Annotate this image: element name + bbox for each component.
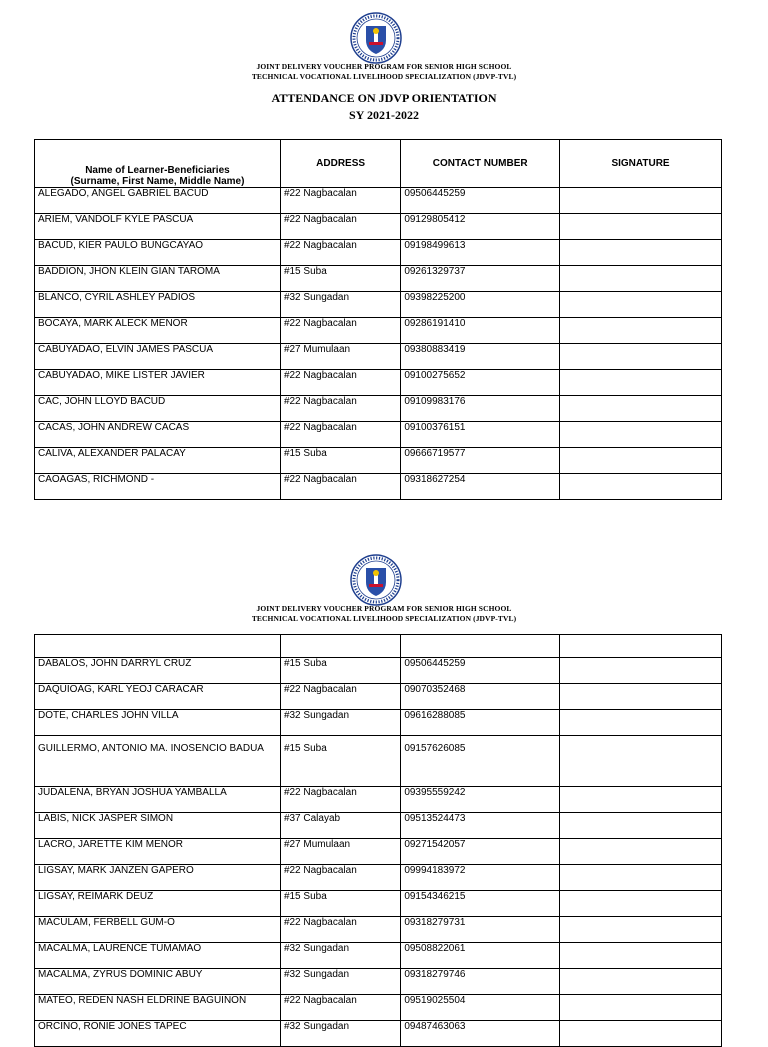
table-row [35,969,722,995]
address-cell: #15 Suba [280,736,400,787]
deped-seal-icon [350,12,402,64]
address-cell: #15 Suba [280,448,400,474]
learner-name-cell: CAOAGAS, RICHMOND - [35,474,281,500]
contact-number-cell: 09070352468 [401,684,560,710]
learner-name-cell: LACRO, JARETTE KIM MENOR [35,839,281,865]
table-row [35,240,722,266]
org-line-1-page-2: JOINT DELIVERY VOUCHER PROGRAM FOR SENIOR HIGH SCHOOL [256,604,512,613]
signature-cell[interactable] [560,710,722,736]
learner-name-cell: BOCAYA, MARK ALECK MENOR [35,318,281,344]
contact-number-cell: 09519025504 [401,995,560,1021]
table-row [35,684,722,710]
contact-number-cell: 09100275652 [401,370,560,396]
table-row [35,865,722,891]
address-cell: #15 Suba [280,266,400,292]
table-row [35,943,722,969]
table-row [35,214,722,240]
address-cell: #22 Nagbacalan [280,865,400,891]
address-column-header: ADDRESS [280,140,400,188]
learner-name-cell: LIGSAY, MARK JANZEN GAPERO [35,865,281,891]
signature-cell[interactable] [560,188,722,214]
signature-cell[interactable] [560,214,722,240]
learner-name-cell: ALEGADO, ANGEL GABRIEL BACUD [35,188,281,214]
org-line-1: JOINT DELIVERY VOUCHER PROGRAM FOR SENIOR HIGH SCHOOL [256,62,512,71]
table-row [35,266,722,292]
signature-cell[interactable] [560,736,722,787]
address-cell: #22 Nagbacalan [280,318,400,344]
signature-cell[interactable] [560,370,722,396]
contact-number-cell: 09198499613 [401,240,560,266]
learner-name-cell: MACALMA, ZYRUS DOMINIC ABUY [35,969,281,995]
table-row [35,917,722,943]
table-row [35,474,722,500]
address-cell: #22 Nagbacalan [280,684,400,710]
signature-cell[interactable] [560,396,722,422]
contact-number-cell: 09318279746 [401,969,560,995]
signature-cell[interactable] [560,474,722,500]
signature-cell[interactable] [560,813,722,839]
table-row [35,658,722,684]
signature-cell[interactable] [560,344,722,370]
table-row [35,292,722,318]
blank-cell [35,635,281,658]
signature-cell[interactable] [560,266,722,292]
learner-name-cell: DOTE, CHARLES JOHN VILLA [35,710,281,736]
signature-cell[interactable] [560,422,722,448]
name-header-line-1: Name of Learner-Beneficiaries [85,165,230,176]
table-row [35,1021,722,1047]
address-cell: #27 Mumulaan [280,839,400,865]
learner-name-cell: CAC, JOHN LLOYD BACUD [35,396,281,422]
table-row [35,736,722,787]
contact-number-cell: 09398225200 [401,292,560,318]
learner-name-cell: CABUYADAO, ELVIN JAMES PASCUA [35,344,281,370]
learner-name-cell: DAQUIOAG, KARL YEOJ CARACAR [35,684,281,710]
contact-number-cell: 09616288085 [401,710,560,736]
learner-name-cell: GUILLERMO, ANTONIO MA. INOSENCIO BADUA [35,736,281,787]
contact-number-cell: 09157626085 [401,736,560,787]
contact-number-cell: 09318627254 [401,474,560,500]
signature-column-header: SIGNATURE [560,140,722,188]
signature-cell[interactable] [560,684,722,710]
signature-cell[interactable] [560,839,722,865]
contact-number-cell: 09994183972 [401,865,560,891]
signature-cell[interactable] [560,448,722,474]
address-cell: #22 Nagbacalan [280,214,400,240]
address-cell: #32 Sungadan [280,969,400,995]
table-row [35,710,722,736]
attendance-table-page-2 [34,634,722,1047]
address-cell: #15 Suba [280,891,400,917]
learner-name-cell: MACULAM, FERBELL GUM-O [35,917,281,943]
table-row [35,448,722,474]
address-cell: #22 Nagbacalan [280,787,400,813]
document-title [0,90,768,124]
address-cell: #15 Suba [280,658,400,684]
name-column-header [35,140,281,188]
blank-cell [280,635,400,658]
table-row [35,370,722,396]
signature-cell[interactable] [560,658,722,684]
table-row [35,422,722,448]
address-cell: #32 Sungadan [280,943,400,969]
table-row [35,787,722,813]
address-cell: #27 Mumulaan [280,344,400,370]
learner-name-cell: ORCINO, RONIE JONES TAPEC [35,1021,281,1047]
signature-cell[interactable] [560,995,722,1021]
signature-cell[interactable] [560,1021,722,1047]
contact-number-cell: 09129805412 [401,214,560,240]
signature-cell[interactable] [560,943,722,969]
address-cell: #22 Nagbacalan [280,370,400,396]
signature-cell[interactable] [560,318,722,344]
address-cell: #22 Nagbacalan [280,917,400,943]
address-cell: #37 Calayab [280,813,400,839]
contact-number-cell: 09318279731 [401,917,560,943]
signature-cell[interactable] [560,292,722,318]
contact-column-header: CONTACT NUMBER [401,140,560,188]
table-row [35,344,722,370]
org-title-page-2 [0,604,768,624]
address-cell: #32 Sungadan [280,1021,400,1047]
learner-name-cell: LIGSAY, REIMARK DEUZ [35,891,281,917]
attendance-table-page-1 [34,139,722,500]
learner-name-cell: BACUD, KIER PAULO BUNGCAYAO [35,240,281,266]
table-row [35,396,722,422]
learner-name-cell: CACAS, JOHN ANDREW CACAS [35,422,281,448]
learner-name-cell: LABIS, NICK JASPER SIMON [35,813,281,839]
table-row [35,188,722,214]
blank-cell [560,635,722,658]
deped-seal-icon-page-2 [350,554,402,606]
address-cell: #32 Sungadan [280,710,400,736]
table-row [35,995,722,1021]
contact-number-cell: 09100376151 [401,422,560,448]
learner-name-cell: BLANCO, CYRIL ASHLEY PADIOS [35,292,281,318]
address-cell: #22 Nagbacalan [280,240,400,266]
contact-number-cell: 09506445259 [401,188,560,214]
learner-name-cell: CABUYADAO, MIKE LISTER JAVIER [35,370,281,396]
contact-number-cell: 09666719577 [401,448,560,474]
table-row [35,813,722,839]
contact-number-cell: 09395559242 [401,787,560,813]
learner-name-cell: MATEO, REDEN NASH ELDRINE BAGUINON [35,995,281,1021]
contact-number-cell: 09380883419 [401,344,560,370]
table-row [35,839,722,865]
signature-cell[interactable] [560,917,722,943]
learner-name-cell: ARIEM, VANDOLF KYLE PASCUA [35,214,281,240]
address-cell: #32 Sungadan [280,292,400,318]
org-line-2: TECHNICAL VOCATIONAL LIVELIHOOD SPECIALIZATION (JDVP-TVL) [251,72,517,81]
org-title [0,62,768,82]
learner-name-cell: DABALOS, JOHN DARRYL CRUZ [35,658,281,684]
school-year: SY 2021-2022 [349,108,419,122]
contact-number-cell: 09286191410 [401,318,560,344]
address-cell: #22 Nagbacalan [280,396,400,422]
table-row [35,891,722,917]
table-row [35,318,722,344]
address-cell: #22 Nagbacalan [280,422,400,448]
org-line-2-page-2: TECHNICAL VOCATIONAL LIVELIHOOD SPECIALIZATION (JDVP-TVL) [251,614,517,623]
name-header-line-2: (Surname, First Name, Middle Name) [70,176,245,187]
signature-cell[interactable] [560,787,722,813]
address-cell: #22 Nagbacalan [280,188,400,214]
learner-name-cell: CALIVA, ALEXANDER PALACAY [35,448,281,474]
attendance-title: ATTENDANCE ON JDVP ORIENTATION [271,91,497,105]
contact-number-cell: 09508822061 [401,943,560,969]
signature-cell[interactable] [560,969,722,995]
learner-name-cell: BADDION, JHON KLEIN GIAN TAROMA [35,266,281,292]
contact-number-cell: 09487463063 [401,1021,560,1047]
signature-cell[interactable] [560,865,722,891]
table-header-row [35,140,722,188]
learner-name-cell: JUDALENA, BRYAN JOSHUA YAMBALLA [35,787,281,813]
contact-number-cell: 09513524473 [401,813,560,839]
signature-cell[interactable] [560,891,722,917]
signature-cell[interactable] [560,240,722,266]
address-cell: #22 Nagbacalan [280,474,400,500]
contact-number-cell: 09271542057 [401,839,560,865]
contact-number-cell: 09261329737 [401,266,560,292]
contact-number-cell: 09109983176 [401,396,560,422]
blank-cell [401,635,560,658]
contact-number-cell: 09506445259 [401,658,560,684]
table-header-row-blank [35,635,722,658]
address-cell: #22 Nagbacalan [280,995,400,1021]
learner-name-cell: MACALMA, LAURENCE TUMAMAO [35,943,281,969]
contact-number-cell: 09154346215 [401,891,560,917]
